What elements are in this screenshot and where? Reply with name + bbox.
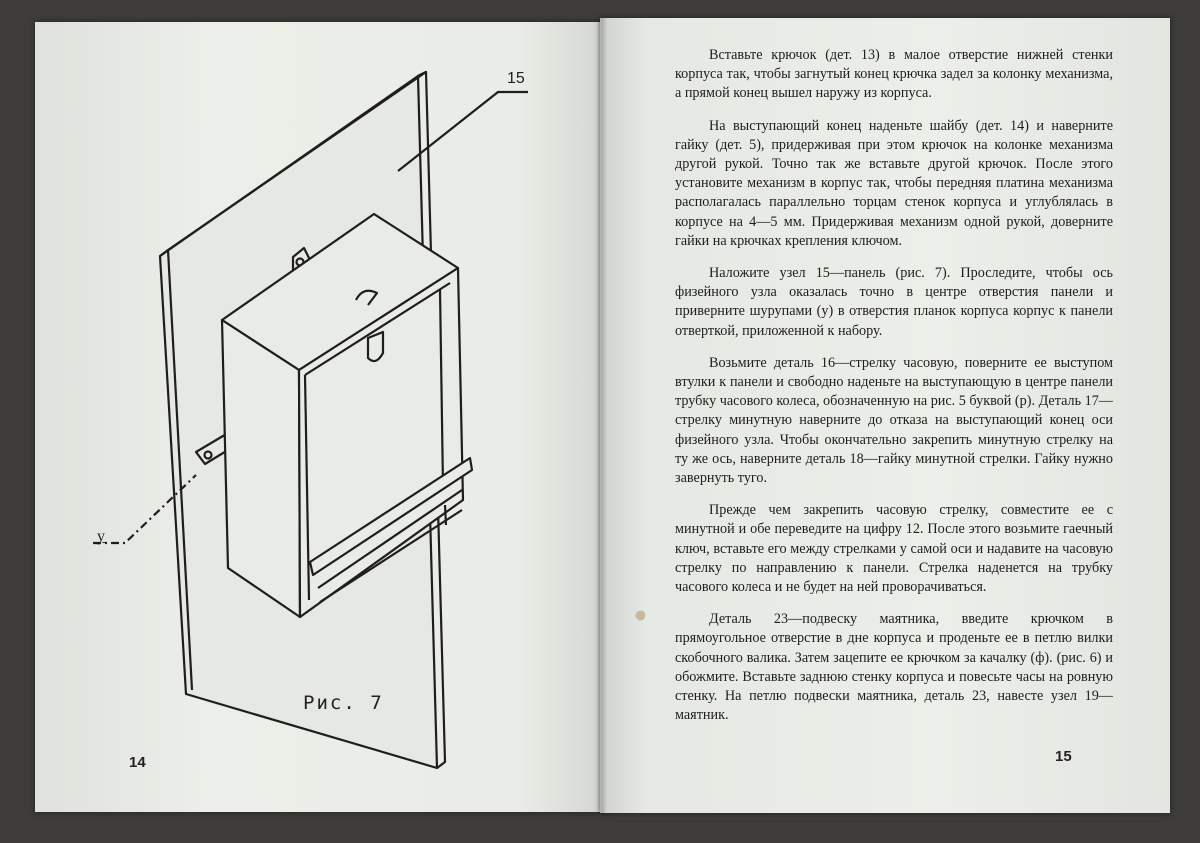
- page-number-left: 14: [129, 754, 146, 771]
- paragraph: Прежде чем закрепить часовую стрелку, совместите ее с минутной и обе переведите на цифру 12. После этого возьмите гаечный ключ, вставьте его между стрелками у самой оси и надавите на часовую стрелку по направлению к панели. Стрелка наденется на трубку часового колеса и не будет на ней проворачиваться.: [675, 502, 1113, 596]
- paragraph: На выступающий конец наденьте шайбу (дет. 14) и наверните гайку (дет. 5), придерживая при этом крючок на колонке механизма другой рукой. Точно так же вставьте другой крючок. После этого установите механизм в корпус так, чтобы передняя платина механизма располагалась параллельно торцам стенок корпуса и углублялась в корпусе на 4—5 мм. Придерживая механизм одной рукой, доверните гайки на крючках крепления ключом.: [675, 117, 1113, 249]
- paragraph: Возьмите деталь 16—стрелку часовую, поверните ее выступом втулки к панели и свободно наденьте на выступающую в центре панели трубку часового колеса, обозначенную на рис. 5 буквой (р). Деталь 17—стрелку минутную наверните до отказа на выступающий конец оси физейного узла. Чтобы окончательно закрепить минутную стрелку на ту же ось, наверните деталь 18—гайку минутной стрелки. Гайку нужно завернуть туго.: [675, 354, 1113, 487]
- paper-blemish: [636, 611, 645, 620]
- instruction-text: [675, 46, 1113, 739]
- paragraph: Вставьте крючок (дет. 13) в малое отверстие нижней стенки корпуса так, чтобы загнутый конец крючка задел за колонку механизма, а прямой конец вышел наружу из корпуса.: [675, 47, 1113, 102]
- paragraph: Деталь 23—подвеску маятника, введите крючком в прямоугольное отверстие в дне корпуса и проденьте ее в петлю вилки скобочного валика. Затем зацепите ее крючком за качалку (ф). (рис. 6) и обожмите. Вставьте заднюю стенку корпуса и повесьте часы на ровную стенку. На петлю подвески маятника, деталь 23, навесте узел 19—маятник.: [675, 611, 1113, 724]
- part-label-y: у: [97, 528, 105, 545]
- page-number-right: 15: [1055, 748, 1072, 765]
- part-label-15: 15: [507, 70, 525, 87]
- figure-caption: Рис. 7: [303, 692, 384, 714]
- paragraph: Наложите узел 15—панель (рис. 7). Проследите, чтобы ось физейного узла оказалась точно в центре отверстия панели и приверните шурупами (у) в отверстия планок корпуса корпус к панели отверткой, приложенной к набору.: [675, 265, 1113, 339]
